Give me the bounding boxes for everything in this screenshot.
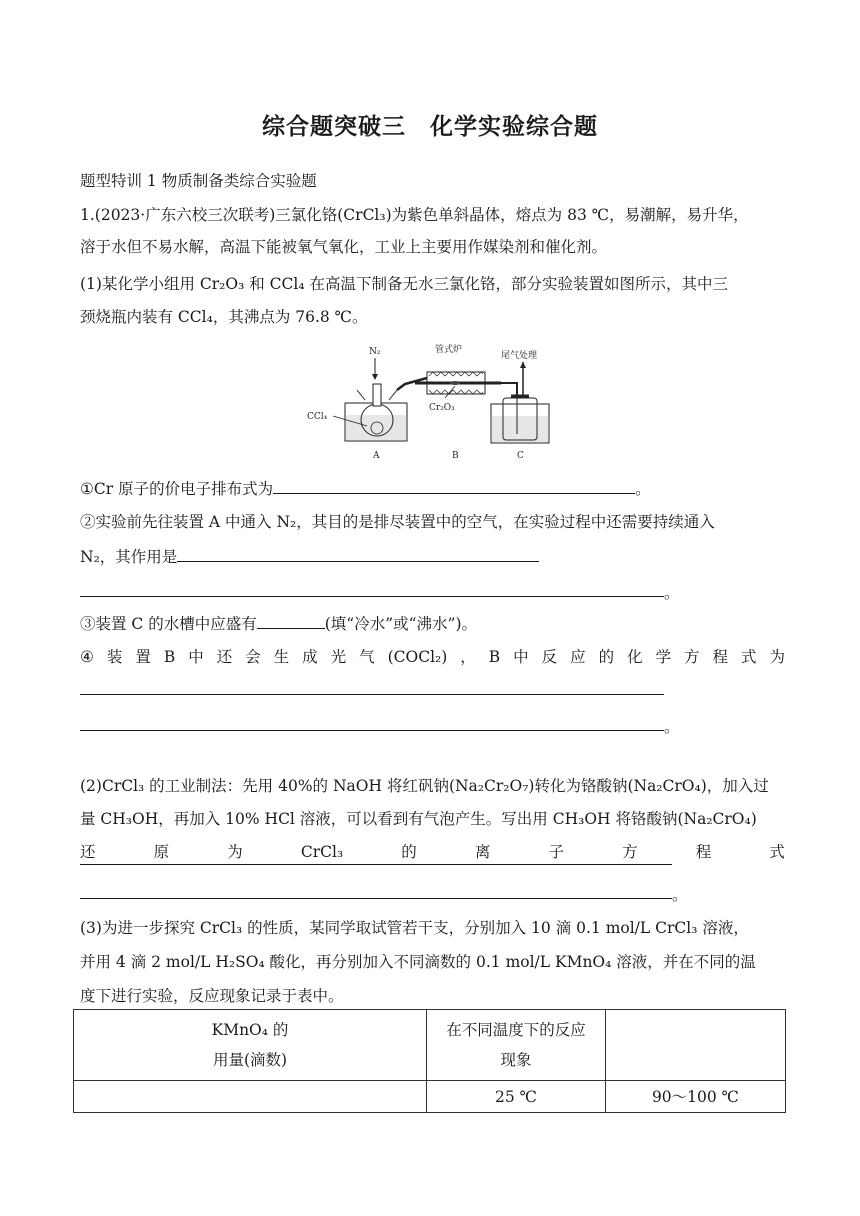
label-a: A	[373, 451, 380, 461]
subquestion-2-line-1: ②实验前先往装置 A 中通入 N₂，其目的是排尽装置中的空气，在实验过程中还需要持续通入	[80, 513, 715, 531]
word: 置	[135, 648, 151, 666]
answer-blank-1[interactable]	[273, 477, 635, 494]
header-empty	[605, 1010, 785, 1081]
word: 还	[216, 648, 233, 666]
period: 。	[635, 480, 651, 498]
subquestion-3	[80, 612, 785, 635]
label-furnace: 管式炉	[435, 345, 463, 355]
table-row	[74, 1081, 786, 1113]
word: 的	[401, 843, 417, 861]
answer-blank-2a[interactable]	[177, 545, 539, 562]
answer-blank-5b[interactable]	[80, 898, 672, 899]
cell-temp-90-100: 90～100 ℃	[605, 1081, 785, 1113]
part2-line-1: (2)CrCl₃ 的工业制法：先用 40%的 NaOH 将红矾钠(Na₂Cr₂O₇)转化为铬酸钠(Na₂CrO₄)，加入过	[80, 777, 769, 795]
answer-blank-5a[interactable]	[80, 864, 672, 865]
answer-blank-2b[interactable]	[80, 596, 664, 597]
word: 原	[153, 843, 170, 861]
word: 中	[513, 648, 529, 666]
word: 学	[655, 648, 672, 666]
word: 反	[541, 648, 558, 666]
answer-blank-4a[interactable]	[80, 694, 664, 695]
apparatus-diagram	[305, 340, 555, 465]
period: 。	[672, 886, 688, 904]
part2-line-3	[80, 841, 785, 863]
word: CrCl₃	[300, 843, 344, 861]
part1-line-2: 颈烧瓶内装有 CCl₄，其沸点为 76.8 ℃。	[80, 308, 368, 326]
subquestion-4	[80, 646, 785, 668]
word: 式	[769, 843, 785, 861]
section-heading: 题型特训 1 物质制备类综合实验题	[80, 172, 317, 190]
subquestion-2-text: N₂，其作用是	[80, 548, 178, 566]
word: B	[488, 648, 501, 666]
subquestion-1	[80, 477, 785, 500]
table-header-row	[74, 1010, 786, 1081]
subquestion-2-line-2	[80, 545, 785, 568]
word: 子	[548, 843, 565, 861]
word: 方	[684, 648, 700, 666]
word: 光	[330, 648, 347, 666]
label-ccl4: CCl₄	[307, 412, 328, 422]
word: 成	[302, 648, 318, 666]
word: 应	[570, 648, 586, 666]
period: 。	[664, 584, 680, 602]
word: 会	[245, 648, 261, 666]
word: 程	[712, 648, 729, 666]
answer-blank-3[interactable]	[257, 612, 325, 629]
label-tail-gas: 尾气处理	[501, 351, 538, 361]
word: (COCl₂)	[387, 648, 448, 666]
word: 离	[474, 843, 491, 861]
cell-temp-25: 25 ℃	[427, 1081, 606, 1113]
label-n2: N₂	[369, 347, 381, 357]
header-kmno4-drops: KMnO₄ 的 用量(滴数)	[74, 1010, 427, 1081]
header-phenomena: 在不同温度下的反应 现象	[427, 1010, 606, 1081]
word: B	[163, 648, 176, 666]
subquestion-3-text: ③装置 C 的水槽中应盛有	[80, 615, 257, 633]
subquestion-3-hint: (填“冷水”或“沸水”)。	[324, 615, 478, 633]
cell-empty	[74, 1081, 427, 1113]
period: 。	[664, 718, 680, 736]
part3-line-3: 度下进行实验，反应现象记录于表中。	[80, 987, 344, 1005]
word: 还	[80, 843, 96, 861]
word: 气	[359, 648, 375, 666]
word: 式	[740, 648, 757, 666]
word: 为	[227, 843, 243, 861]
question-intro-line-2: 溶于水但不易水解，高温下能被氧气氧化，工业上主要用作媒染剂和催化剂。	[80, 238, 608, 256]
word: 装	[106, 648, 123, 666]
word: ，	[460, 648, 476, 666]
label-c: C	[517, 451, 524, 461]
word: 中	[188, 648, 204, 666]
word: 为	[769, 648, 785, 666]
word: 方	[622, 843, 638, 861]
word: 生	[273, 648, 290, 666]
label-b: B	[452, 451, 459, 461]
question-intro-line-1: 1.(2023·广东六校三次联考)三氯化铬(CrCl₃)为紫色单斜晶体，熔点为 83 ℃，易潮解，易升华，	[80, 206, 749, 224]
word: 的	[598, 648, 615, 666]
word: ④	[80, 648, 94, 666]
part2-line-2: 量 CH₃OH，再加入 10% HCl 溶液，可以看到有气泡产生。写出用 CH₃OH 将铬酸钠(Na₂CrO₄)	[80, 810, 757, 828]
apparatus-figure	[305, 340, 555, 465]
results-table	[73, 1009, 786, 1113]
word: 化	[627, 648, 643, 666]
part3-line-1: (3)为进一步探究 CrCl₃ 的性质，某同学取试管若干支，分别加入 10 滴 0.1 mol/L CrCl₃ 溶液，	[80, 919, 749, 937]
word: 程	[695, 843, 712, 861]
answer-blank-4b[interactable]	[80, 730, 664, 731]
part3-line-2: 并用 4 滴 2 mol/L H₂SO₄ 酸化，再分别加入不同滴数的 0.1 mol/L KMnO₄ 溶液，并在不同的温	[80, 953, 756, 971]
subquestion-1-text: ①Cr 原子的价电子排布式为	[80, 480, 274, 498]
label-cr2o3: Cr₂O₃	[429, 403, 455, 413]
page-title: 综合题突破三 化学实验综合题	[262, 114, 598, 140]
part1-line-1: (1)某化学小组用 Cr₂O₃ 和 CCl₄ 在高温下制备无水三氯化铬，部分实验装置如图所示，其中三	[80, 275, 728, 293]
